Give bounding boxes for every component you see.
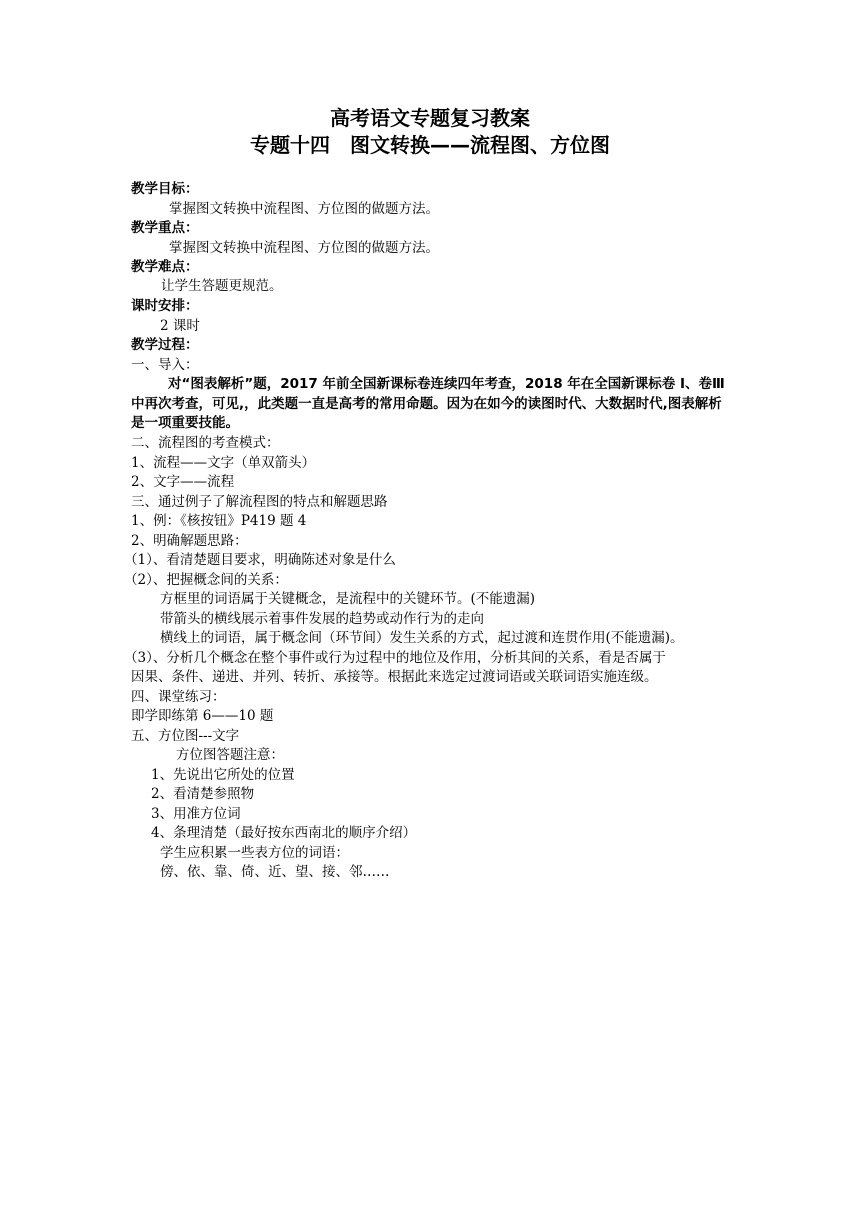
objectives-label: 教学目标： [131, 181, 199, 197]
document-subtitle: 专题十四 图文转换——流程图、方位图 [250, 133, 610, 157]
section-5-item-3: 3、用准方位词 [151, 806, 241, 822]
section-3-point-1: （1）、看清楚题目要求，明确陈述对象是什么 [124, 552, 396, 568]
section-3-item-2: 2、明确解题思路： [131, 533, 248, 549]
section-5-words: 傍、依、靠、倚、近、望、接、邻…… [160, 864, 390, 880]
section-3-item-1: 1、例：《核按钮》P419 题 4 [131, 513, 307, 529]
section-3-heading: 三、通过例子了解流程图的特点和解题思路 [131, 494, 388, 510]
difficulties-label: 教学难点： [131, 259, 199, 275]
difficulties-text: 让学生答题更规范。 [161, 278, 283, 294]
section-2-item-1: 1、流程——文字（单双箭头） [131, 455, 316, 471]
section-5-item-4: 4、条理清楚（最好按东西南北的顺序介绍） [151, 825, 417, 841]
section-3-point-2-a: 方框里的词语属于关键概念，是流程中的关键环节。(不能遗漏) [160, 591, 536, 607]
section-5-item-2: 2、看清楚参照物 [151, 786, 255, 802]
document-title: 高考语文专题复习教案 [330, 106, 530, 130]
key-points-text: 掌握图文转换中流程图、方位图的做题方法。 [169, 240, 439, 256]
section-4-text: 即学即练第 6——10 题 [131, 708, 274, 724]
section-5-words-label: 学生应积累一些表方位的词语： [160, 845, 349, 861]
schedule-label: 课时安排： [131, 298, 199, 314]
section-3-point-2-b: 带箭头的横线展示着事件发展的趋势或动作行为的走向 [160, 611, 484, 627]
section-3-point-2: （2）、把握概念间的关系： [124, 572, 288, 588]
section-2-heading: 二、流程图的考查模式： [131, 435, 280, 451]
section-4-heading: 四、课堂练习： [131, 689, 226, 705]
process-label: 教学过程： [131, 337, 199, 353]
section-5-item-1: 1、先说出它所处的位置 [151, 767, 295, 783]
section-5-heading: 五、方位图---文字 [131, 728, 240, 744]
section-3-point-3-line-2: 因果、条件、递进、并列、转折、承接等。根据此来选定过渡词语或关联词语实施连级。 [131, 669, 658, 685]
objectives-text: 掌握图文转换中流程图、方位图的做题方法。 [169, 201, 439, 217]
section-5-note: 方位图答题注意： [176, 747, 284, 763]
section-1-heading: 一、导入： [131, 357, 199, 373]
intro-paragraph: 对“图表解析”题，2017 年前全国新课标卷连续四年考查，2018 年在全国新课标卷 I、卷Ⅲ中再次考查，可见,，此类题一直是高考的常用命题。因为在如今的读图时代、大数据时代,图表解析是一项重要技能。 [131, 376, 725, 431]
section-2-item-2: 2、文字——流程 [131, 474, 235, 490]
schedule-text: 2 课时 [160, 318, 200, 334]
section-3-point-3-line-1: （3）、分析几个概念在整个事件或行为过程中的地位及作用，分析其间的关系，看是否属于 [124, 650, 666, 666]
key-points-label: 教学重点： [131, 220, 199, 236]
section-3-point-2-c: 横线上的词语，属于概念间（环节间）发生关系的方式，起过渡和连贯作用(不能遗漏)。 [160, 630, 684, 646]
